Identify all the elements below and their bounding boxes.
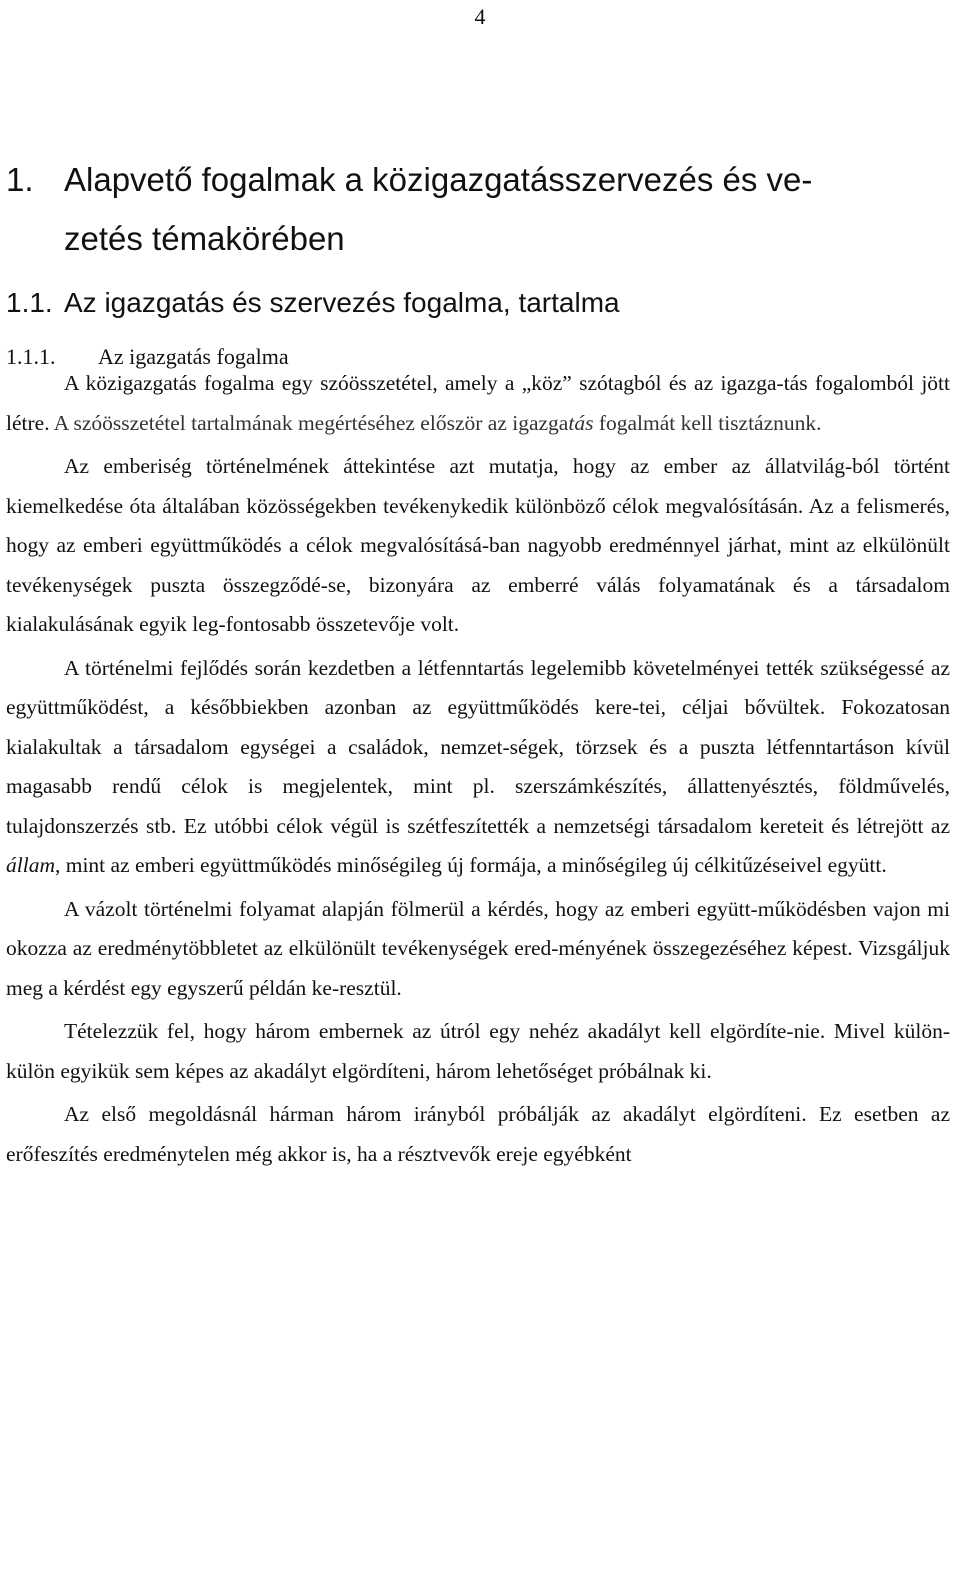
paragraph-3-italic: állam bbox=[6, 853, 55, 877]
section-heading bbox=[6, 287, 620, 319]
chapter-title-line1: Alapvető fogalmak a közigazgatásszervezés és ve- bbox=[64, 161, 813, 198]
paragraph-1-part-b: A szóösszetétel tartalmának megértéséhez először az igazga bbox=[53, 410, 569, 435]
paragraph-3-part-a: A történelmi fejlődés során kezdetben a létfenntartás legelemibb követelményei tették szükségessé az együttműködést, a későbbiekben azonban az együttműködés kere-tei, céljai bővültek. Fokozatosan kialakultak a társadalom egységei a családok, nemzet-ségek, törzsek és a puszta létfenntartáson kívül magasabb rendű célok is megjelentek, mint pl. szerszámkészítés, állattenyésztés, földművelés, tulajdonszerzés stb. Ez utóbbi célok végül is szétfeszítették a nemzetségi társadalom kereteit és létrejött az bbox=[6, 655, 950, 838]
paragraph-4: A vázolt történelmi folyamat alapján fölmerül a kérdés, hogy az emberi együtt-működésben vajon mi okozza az eredménytöbbletet az elkülönült tevékenységek ered-ményének összegezéséhez képest. Vizsgáljuk meg a kérdést egy egyszerű példán ke-resztül. bbox=[6, 896, 950, 1000]
body-text bbox=[6, 364, 950, 1174]
paragraph-1-part-a: A közigazgatás fogalma egy szóösszetétel, amely a „köz” szótagból és az igazga-tás fogalomból jött létre. bbox=[6, 371, 950, 435]
paragraph-1-italic: tás bbox=[568, 410, 594, 435]
section-title: Az igazgatás és szervezés fogalma, tartalma bbox=[64, 287, 620, 318]
paragraph-6: Az első megoldásnál hárman három irányból próbálják az akadályt elgördíteni. Ez esetben az erőfeszítés eredménytelen még akkor is, ha a résztvevők ereje egyébként bbox=[6, 1102, 950, 1166]
chapter-title-line2: zetés témakörében bbox=[64, 220, 345, 257]
paragraph-3 bbox=[6, 649, 950, 886]
section-number: 1.1. bbox=[6, 287, 53, 318]
subsection-number: 1.1.1. bbox=[6, 344, 56, 369]
subsection-title: Az igazgatás fogalma bbox=[98, 344, 289, 369]
paragraph-3-part-b: , mint az emberi együttműködés minőségileg új formája, a minőségileg új célkitűzéseivel együtt. bbox=[54, 853, 887, 877]
paragraph-1 bbox=[6, 364, 950, 443]
page-number: 4 bbox=[474, 4, 486, 29]
paragraph-5: Tételezzük fel, hogy három embernek az útról egy nehéz akadályt kell elgördíte-nie. Mivel külön-külön egyikük sem képes az akadályt elgördíteni, három lehetőséget próbálnak ki. bbox=[6, 1019, 950, 1083]
chapter-heading bbox=[6, 150, 956, 268]
chapter-number: 1. bbox=[6, 161, 34, 198]
paragraph-1-part-c: fogalmát kell tisztáznunk. bbox=[598, 410, 822, 435]
paragraph-2: Az emberiség történelmének áttekintése azt mutatja, hogy az ember az állatvilág-ból történt kiemelkedése óta általában közösségekben tevékenykedik különböző célok megvalósításán. Az a felismerés, hogy az emberi együttműködés a célok megvalósításá-ban nagyobb eredménnyel járhat, mint az elkülönült tevékenységek puszta összegződé-se, bizonyára az emberré válás folyamatának és a társadalom kialakulásának egyik leg-fontosabb összetevője volt. bbox=[6, 454, 950, 636]
